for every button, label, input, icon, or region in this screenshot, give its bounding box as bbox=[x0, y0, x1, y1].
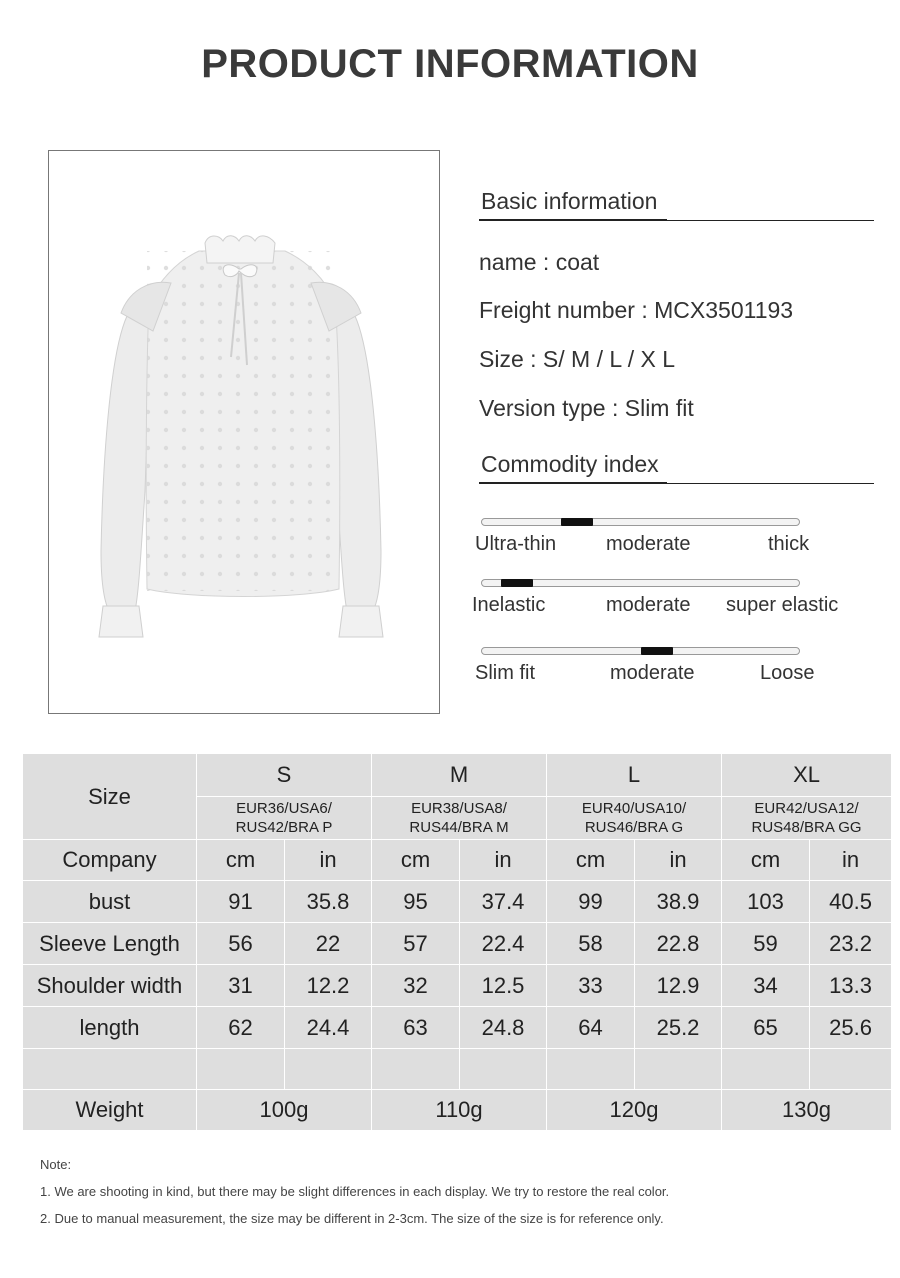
freight-number: Freight number : MCX3501193 bbox=[479, 297, 794, 323]
thickness-scale-track bbox=[481, 518, 800, 526]
row-label: length bbox=[23, 1007, 197, 1049]
table-cell: 37.4 bbox=[460, 881, 547, 923]
table-cell: 64 bbox=[547, 1007, 635, 1049]
elasticity-scale-track bbox=[481, 579, 800, 587]
table-cell: 40.5 bbox=[810, 881, 892, 923]
product-photo bbox=[48, 150, 440, 714]
blouse-illustration bbox=[49, 151, 440, 714]
basic-info-heading: Basic information bbox=[481, 188, 658, 214]
table-row bbox=[23, 923, 892, 965]
table-cell: 12.2 bbox=[285, 965, 372, 1007]
size-xl-conversion: EUR42/USA12/ RUS48/BRA GG bbox=[722, 797, 892, 840]
unit-cell: in bbox=[285, 840, 372, 881]
thickness-label-high: thick bbox=[768, 533, 810, 555]
elasticity-label-high: super elastic bbox=[726, 594, 839, 616]
table-cell: 62 bbox=[197, 1007, 285, 1049]
table-cell: 24.4 bbox=[285, 1007, 372, 1049]
table-cell: 38.9 bbox=[635, 881, 722, 923]
table-cell: 12.5 bbox=[460, 965, 547, 1007]
empty-cell bbox=[635, 1049, 722, 1090]
commodity-rule-accent bbox=[479, 482, 667, 484]
table-cell: 63 bbox=[372, 1007, 460, 1049]
unit-cell: in bbox=[460, 840, 547, 881]
table-cell: 25.2 bbox=[635, 1007, 722, 1049]
unit-cell: in bbox=[810, 840, 892, 881]
table-cell: 58 bbox=[547, 923, 635, 965]
thickness-label-mid: moderate bbox=[606, 533, 691, 555]
thickness-label-low: Ultra-thin bbox=[475, 533, 557, 555]
basic-info-rule-accent bbox=[479, 219, 667, 221]
note-title: Note: bbox=[40, 1157, 72, 1172]
elasticity-scale-marker bbox=[501, 579, 533, 587]
table-cell: 99 bbox=[547, 881, 635, 923]
table-cell: 57 bbox=[372, 923, 460, 965]
table-cell: 34 bbox=[722, 965, 810, 1007]
version-type: Version type : Slim fit bbox=[479, 395, 694, 421]
fit-label-mid: moderate bbox=[610, 662, 695, 684]
table-cell: 95 bbox=[372, 881, 460, 923]
empty-cell bbox=[460, 1049, 547, 1090]
size-range: Size : S/ M / L / X L bbox=[479, 346, 675, 372]
table-cell: 12.9 bbox=[635, 965, 722, 1007]
fit-scale-track bbox=[481, 647, 800, 655]
empty-cell bbox=[372, 1049, 460, 1090]
table-cell: 65 bbox=[722, 1007, 810, 1049]
size-s-header: S bbox=[197, 754, 372, 797]
size-l-conversion: EUR40/USA10/ RUS46/BRA G bbox=[547, 797, 722, 840]
table-cell: 32 bbox=[372, 965, 460, 1007]
row-label: bust bbox=[23, 881, 197, 923]
size-chart-table bbox=[22, 753, 892, 1131]
size-m-header: M bbox=[372, 754, 547, 797]
company-label: Company bbox=[23, 840, 197, 881]
fit-scale-marker bbox=[641, 647, 673, 655]
commodity-heading: Commodity index bbox=[481, 451, 659, 477]
table-cell: 31 bbox=[197, 965, 285, 1007]
unit-cell: in bbox=[635, 840, 722, 881]
weight-l: 120g bbox=[547, 1090, 722, 1131]
elasticity-label-low: Inelastic bbox=[472, 594, 546, 616]
unit-cell: cm bbox=[722, 840, 810, 881]
size-xl-header: XL bbox=[722, 754, 892, 797]
empty-cell bbox=[722, 1049, 810, 1090]
size-l-header: L bbox=[547, 754, 722, 797]
row-label: Shoulder width bbox=[23, 965, 197, 1007]
unit-cell: cm bbox=[197, 840, 285, 881]
table-cell: 91 bbox=[197, 881, 285, 923]
table-cell: 22.8 bbox=[635, 923, 722, 965]
unit-cell: cm bbox=[372, 840, 460, 881]
size-header-label: Size bbox=[23, 754, 197, 840]
weight-xl: 130g bbox=[722, 1090, 892, 1131]
table-cell: 13.3 bbox=[810, 965, 892, 1007]
fit-label-low: Slim fit bbox=[475, 662, 535, 684]
weight-label: Weight bbox=[23, 1090, 197, 1131]
table-cell: 24.8 bbox=[460, 1007, 547, 1049]
table-cell: 22.4 bbox=[460, 923, 547, 965]
empty-cell bbox=[23, 1049, 197, 1090]
table-cell: 25.6 bbox=[810, 1007, 892, 1049]
empty-cell bbox=[547, 1049, 635, 1090]
table-cell: 56 bbox=[197, 923, 285, 965]
table-cell: 59 bbox=[722, 923, 810, 965]
table-cell: 33 bbox=[547, 965, 635, 1007]
empty-row bbox=[23, 1049, 892, 1090]
table-row bbox=[23, 965, 892, 1007]
empty-cell bbox=[197, 1049, 285, 1090]
weight-m: 110g bbox=[372, 1090, 547, 1131]
table-cell: 103 bbox=[722, 881, 810, 923]
table-cell: 23.2 bbox=[810, 923, 892, 965]
note-line-2: 2. Due to manual measurement, the size may be different in 2-3cm. The size of the size is for reference only. bbox=[40, 1211, 664, 1226]
elasticity-label-mid: moderate bbox=[606, 594, 691, 616]
weight-s: 100g bbox=[197, 1090, 372, 1131]
size-m-conversion: EUR38/USA8/ RUS44/BRA M bbox=[372, 797, 547, 840]
note-line-1: 1. We are shooting in kind, but there may be slight differences in each display. We try to restore the real color. bbox=[40, 1184, 670, 1199]
unit-cell: cm bbox=[547, 840, 635, 881]
fit-label-high: Loose bbox=[760, 662, 815, 684]
empty-cell bbox=[810, 1049, 892, 1090]
product-name: name : coat bbox=[479, 249, 600, 275]
table-row bbox=[23, 1007, 892, 1049]
empty-cell bbox=[285, 1049, 372, 1090]
size-s-conversion: EUR36/USA6/ RUS42/BRA P bbox=[197, 797, 372, 840]
thickness-scale-marker bbox=[561, 518, 593, 526]
weight-row bbox=[23, 1090, 892, 1131]
page-title: PRODUCT INFORMATION bbox=[201, 42, 699, 86]
row-label: Sleeve Length bbox=[23, 923, 197, 965]
table-row bbox=[23, 881, 892, 923]
table-cell: 35.8 bbox=[285, 881, 372, 923]
table-cell: 22 bbox=[285, 923, 372, 965]
